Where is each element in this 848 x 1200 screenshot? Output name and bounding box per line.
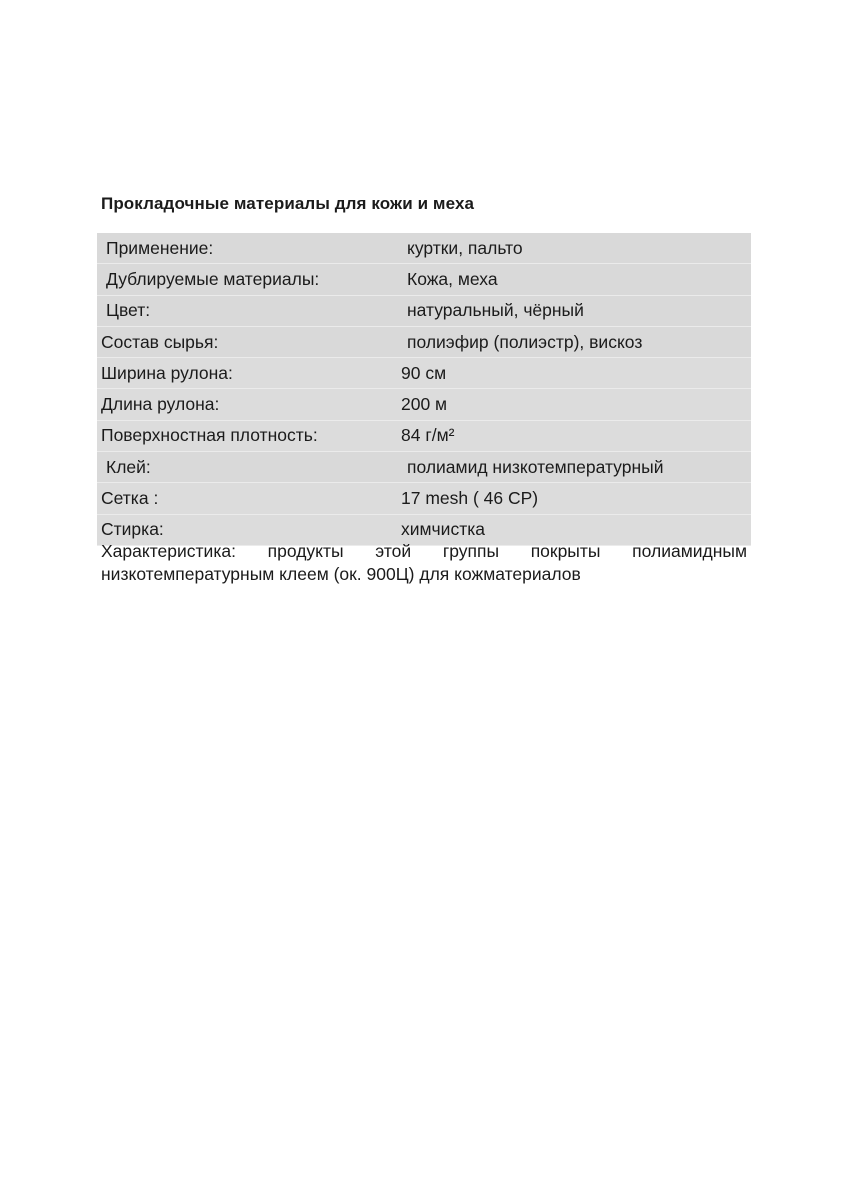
- row-value: 200 м: [401, 394, 448, 415]
- row-value: 84 г/м²: [401, 425, 455, 446]
- characteristics-note: [101, 540, 747, 586]
- table-row: [97, 296, 751, 327]
- row-label: Длина рулона:: [101, 394, 220, 415]
- row-label: Дублируемые материалы:: [106, 268, 320, 289]
- row-label: Применение:: [106, 237, 214, 258]
- table-row: [97, 264, 751, 295]
- table-row: [97, 389, 751, 420]
- table-row: [97, 358, 751, 389]
- row-value: натуральный, чёрный: [407, 300, 584, 321]
- row-label: Цвет:: [106, 300, 151, 321]
- document-title: Прокладочные материалы для кожи и меха: [101, 194, 475, 213]
- table-row: [97, 327, 751, 358]
- table-row: [97, 421, 751, 452]
- row-value: полиамид низкотемпературный: [407, 456, 664, 477]
- row-value: химчистка: [401, 519, 485, 540]
- row-value: 17 mesh ( 46 CP): [401, 488, 539, 509]
- table-row: [97, 452, 751, 483]
- spec-table: [97, 233, 751, 546]
- table-row: [97, 483, 751, 514]
- row-value: полиэфир (полиэстр), вискоз: [407, 331, 643, 352]
- row-label: Состав сырья:: [101, 331, 219, 352]
- note-line: низкотемпературным клеем (ок. 900Ц) для кожматериалов: [101, 564, 581, 584]
- row-label: Сетка :: [101, 488, 159, 509]
- note-line: Характеристика: продукты этой группы покрыты полиамидным: [101, 541, 747, 561]
- row-label: Стирка:: [101, 519, 164, 540]
- row-value: куртки, пальто: [407, 237, 523, 258]
- row-value: 90 см: [401, 362, 447, 383]
- row-label: Ширина рулона:: [101, 362, 233, 383]
- row-label: Поверхностная плотность:: [101, 425, 318, 446]
- table-row: [97, 233, 751, 264]
- row-label: Клей:: [106, 456, 151, 477]
- row-value: Кожа, меха: [407, 268, 498, 289]
